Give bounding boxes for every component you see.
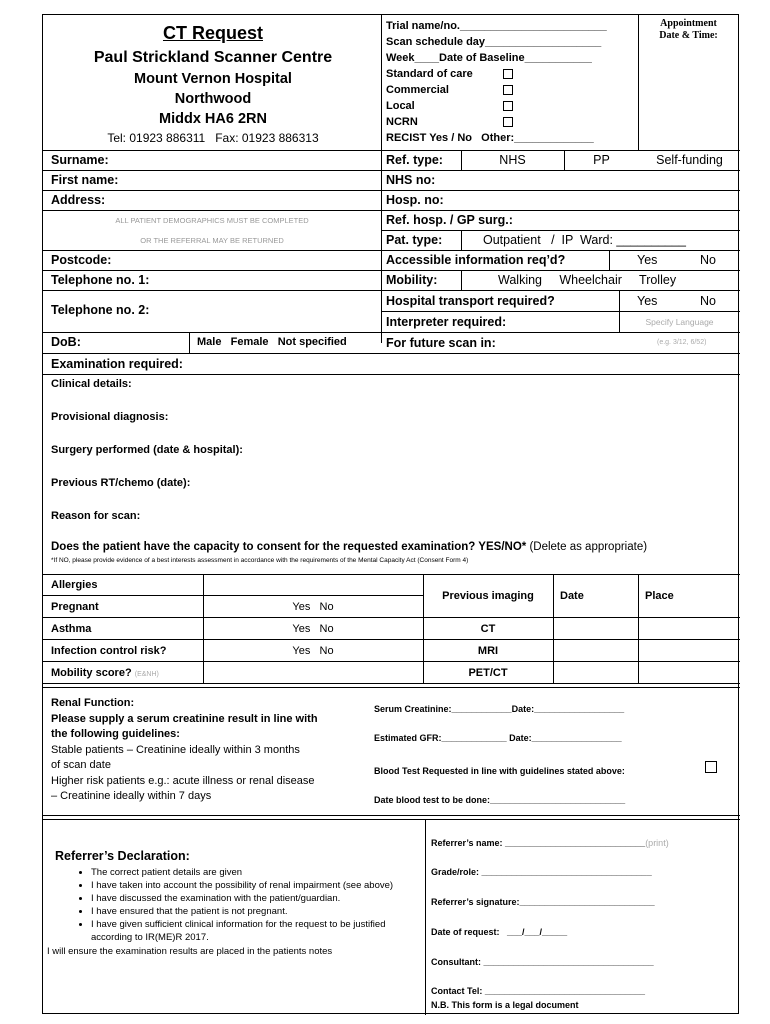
renal-line-5: Higher risk patients e.g.: acute illness or renal disease: [51, 774, 315, 787]
interpreter-label: Interpreter required:: [386, 315, 507, 329]
surname-field[interactable]: [133, 151, 379, 169]
ncrn-checkbox[interactable]: [503, 117, 513, 127]
renal-line-4: of scan date: [51, 759, 111, 771]
reason-for-scan-label: Reason for scan:: [51, 510, 141, 522]
renal-guidelines: [51, 696, 371, 805]
standard-of-care-checkbox[interactable]: [503, 69, 513, 79]
asthma-label: Asthma: [51, 623, 92, 635]
address-label: Address:: [51, 193, 106, 207]
appointment-box[interactable]: [639, 15, 738, 150]
referrer-name-field[interactable]: [431, 838, 669, 848]
scan-schedule-line: Scan schedule day___________________: [386, 36, 602, 48]
declaration-item: • I have ensured that the patient is not pregnant.: [91, 905, 423, 918]
infection-label: Infection control risk?: [51, 645, 167, 657]
consultant-field[interactable]: Consultant: __________________________________: [431, 957, 654, 967]
mobility-score-hint: (E&NH): [134, 671, 159, 678]
capacity-delete-note: (Delete as appropriate): [529, 541, 648, 553]
renal-line-1: Please supply a serum creatinine result in line with: [51, 712, 318, 725]
clinical-details-label: Clinical details:: [51, 378, 132, 390]
hospital-name: Mount Vernon Hospital: [134, 71, 292, 87]
local-checkbox[interactable]: [503, 101, 513, 111]
referrer-signature-field[interactable]: Referrer’s signature:___________________________: [431, 897, 655, 907]
blood-test-label: Blood Test Requested in line with guidelines stated above:: [374, 766, 625, 776]
centre-name: Paul Strickland Scanner Centre: [93, 49, 333, 66]
asthma-options[interactable]: Yes No: [292, 623, 334, 635]
nhs-no-label: NHS no:: [386, 173, 436, 187]
declaration-item: • I have taken into account the possibility of renal impairment (see above): [91, 879, 423, 892]
mobility-label: Mobility:: [386, 273, 438, 287]
ct-request-form: [42, 14, 739, 1014]
imaging-row-ct: CT: [480, 623, 496, 635]
mobility-score-text: Mobility score?: [51, 667, 132, 679]
date-of-request-field[interactable]: Date of request: ___/___/_____: [431, 927, 568, 937]
print-hint: (print): [645, 838, 669, 848]
capacity-question-text: Does the patient have the capacity to consent for the requested examination? YES/NO*: [51, 541, 527, 553]
provisional-diagnosis-label: Provisional diagnosis:: [51, 411, 169, 423]
mobility-score-label: [51, 667, 159, 679]
imaging-row-mri: MRI: [477, 645, 499, 657]
referrer-name-text: Referrer’s name: ____________________________: [431, 838, 646, 848]
first-name-label: First name:: [51, 173, 119, 187]
future-scan-hint: (e.g. 3/12, 6/52): [657, 339, 707, 346]
estimated-gfr-field[interactable]: Estimated GFR:_____________ Date:__________________: [374, 733, 622, 743]
declaration-list: [47, 866, 423, 944]
contact-tel-field[interactable]: Contact Tel: ________________________________: [431, 986, 646, 996]
allergies-field[interactable]: [204, 575, 422, 595]
trial-name-line: Trial name/no.________________________: [386, 20, 607, 32]
imaging-row-petct: PET/CT: [468, 667, 508, 679]
declaration-title: Referrer’s Declaration:: [55, 849, 190, 863]
commercial-label: Commercial: [386, 84, 449, 96]
infection-options[interactable]: Yes No: [292, 645, 334, 657]
postcode-label: Postcode:: [51, 253, 112, 267]
surgery-performed-label: Surgery performed (date & hospital):: [51, 444, 243, 456]
transport-yes[interactable]: Yes: [637, 294, 658, 308]
appointment-label: Appointment Date & Time:: [659, 18, 718, 41]
form-title: CT Request: [162, 23, 263, 43]
transport-label: Hospital transport required?: [386, 294, 555, 308]
declaration-item: • I have given sufficient clinical information for the request to be justified according to IR(ME)R 2017.: [91, 918, 423, 944]
standard-of-care-label: Standard of care: [386, 68, 473, 80]
trial-block: [386, 18, 636, 146]
commercial-checkbox[interactable]: [503, 85, 513, 95]
grade-role-field[interactable]: Grade/role: __________________________________: [431, 867, 652, 877]
declaration-item: • The correct patient details are given: [91, 866, 423, 879]
referral-return-note: OR THE REFERRAL MAY BE RETURNED: [140, 236, 284, 245]
ref-type-nhs[interactable]: NHS: [499, 153, 526, 167]
renal-line-2: the following guidelines:: [51, 728, 180, 740]
date-blood-test-field[interactable]: Date blood test to be done:___________________________: [374, 795, 626, 805]
postcode-line: Middx HA6 2RN: [159, 111, 267, 127]
previous-rt-label: Previous RT/chemo (date):: [51, 477, 191, 489]
renal-line-3: Stable patients – Creatinine ideally within 3 months: [51, 743, 300, 756]
town-name: Northwood: [174, 91, 252, 107]
sex-options[interactable]: Male Female Not specified: [197, 336, 347, 348]
first-name-field[interactable]: [133, 171, 379, 189]
pat-type-label: Pat. type:: [386, 233, 443, 247]
referrer-declaration: [47, 849, 423, 957]
dob-label: DoB:: [51, 335, 81, 349]
future-scan-label: For future scan in:: [386, 336, 496, 350]
pat-type-options[interactable]: Outpatient / IP Ward: __________: [483, 233, 686, 247]
pregnant-label: Pregnant: [51, 601, 99, 613]
accessible-yes[interactable]: Yes: [637, 253, 658, 267]
hosp-no-label: Hosp. no:: [386, 193, 444, 207]
allergies-label: Allergies: [51, 579, 98, 591]
contact-line: Tel: 01923 886311 Fax: 01923 886313: [107, 131, 319, 145]
declaration-closing: I will ensure the examination results are placed in the patients notes: [47, 946, 333, 957]
declaration-item: • I have discussed the examination with the patient/guardian.: [91, 892, 423, 905]
capacity-question: [51, 541, 647, 553]
imaging-date-header: Date: [560, 590, 584, 602]
specify-language-field[interactable]: Specify Language: [645, 317, 714, 327]
legal-notice: N.B. This form is a legal document: [431, 1000, 579, 1010]
ref-hosp-label: Ref. hosp. / GP surg.:: [386, 213, 513, 227]
header-block: [43, 15, 383, 145]
transport-no[interactable]: No: [700, 294, 716, 308]
telephone-2-label: Telephone no. 2:: [51, 303, 150, 317]
previous-imaging-header: Previous imaging: [442, 590, 534, 602]
blood-test-checkbox[interactable]: [705, 761, 717, 773]
serum-creatinine-field[interactable]: Serum Creatinine:____________Date:__________________: [374, 704, 625, 714]
telephone-1-label: Telephone no. 1:: [51, 273, 150, 287]
capacity-footnote: *If NO, please provide evidence of a best interests assessment in accordance with the requirements of the Mental Capacity Act (Consent Form 4): [51, 557, 469, 564]
ref-type-label: Ref. type:: [386, 153, 443, 167]
imaging-place-header: Place: [645, 590, 674, 602]
mobility-options[interactable]: Walking Wheelchair Trolley: [498, 273, 677, 287]
ncrn-label: NCRN: [386, 116, 418, 128]
renal-title: Renal Function:: [51, 697, 135, 709]
examination-required-label: Examination required:: [51, 357, 183, 371]
accessible-no[interactable]: No: [700, 253, 716, 267]
pregnant-options[interactable]: Yes No: [292, 601, 334, 613]
recist-line: RECIST Yes / No Other:_____________: [386, 132, 594, 144]
local-label: Local: [386, 100, 415, 112]
ref-type-pp[interactable]: PP: [593, 153, 610, 167]
ref-type-self-funding[interactable]: Self-funding: [656, 153, 723, 167]
accessible-info-label: Accessible information req’d?: [386, 253, 566, 267]
week-baseline-line: Week____Date of Baseline___________: [386, 52, 592, 64]
renal-line-6: – Creatinine ideally within 7 days: [51, 790, 212, 802]
surname-label: Surname:: [51, 153, 109, 167]
demographics-note: ALL PATIENT DEMOGRAPHICS MUST BE COMPLETED: [115, 216, 309, 225]
